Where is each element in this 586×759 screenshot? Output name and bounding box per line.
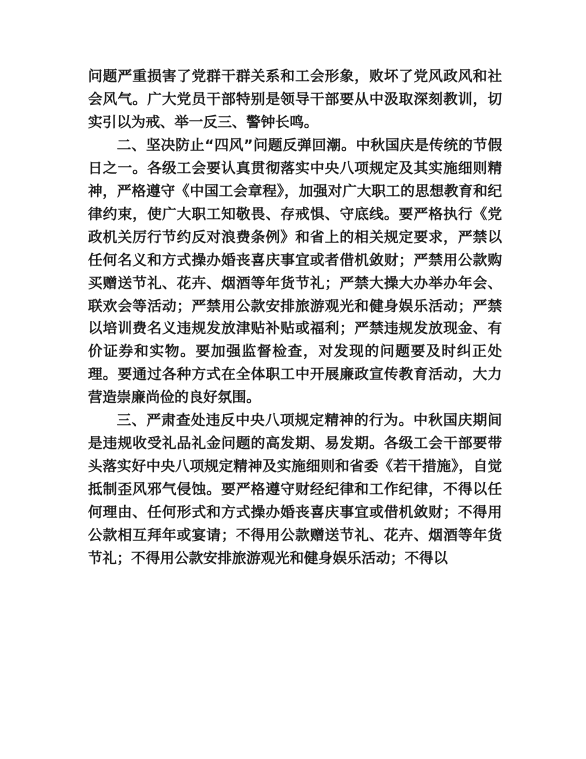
paragraph-2: 二、坚决防止“四风”问题反弹回潮。中秋国庆是传统的节假日之一。各级工会要认真贯彻落实中央八项规定及其实施细则精神，严格遵守《中国工会章程》，加强对广大职工的思想教育和纪律约束，使广大职工知敬畏、存戒惧、守底线。要严格执行《党政机关厉行节约反对浪费条例》和省上的相关规定要求，严禁以任何名义和方式操办婚丧喜庆事宜或者借机敛财；严禁用公款购买赠送节礼、花卉、烟酒等年货节礼；严禁大操大办举办年会、联欢会等活动；严禁用公款安排旅游观光和健身娱乐活动；严禁以培训费名义违规发放津贴补贴或福利；严禁违规发放现金、有价证券和实物。要加强监督检查，对发现的问题要及时纠正处理。要通过各种方式在全体职工中开展廉政宣传教育活动，大力营造崇廉尚俭的良好氛围。 (88, 137, 502, 407)
paragraph-3: 三、严肃查处违反中央八项规定精神的行为。中秋国庆期间是违规收受礼品礼金问题的高发期、易发期。各级工会干部要带头落实好中央八项规定精神及实施细则和省委《若干措施》，自觉抵制歪风邪气侵蚀。要严格遵守财经纪律和工作纪律，不得以任何理由、任何形式和方式操办婚丧喜庆事宜或借机敛财；不得用公款相互拜年或宴请；不得用公款赠送节礼、花卉、烟酒等年货节礼；不得用公款安排旅游观光和健身娱乐活动；不得以 (88, 413, 502, 568)
paragraph-1: 问题严重损害了党群干群关系和工会形象，败坏了党风政风和社会风气。广大党员干部特别是领导干部要从中汲取深刻教训，切实引以为戒、举一反三、警钟长鸣。 (88, 69, 502, 131)
document-body (88, 66, 502, 571)
